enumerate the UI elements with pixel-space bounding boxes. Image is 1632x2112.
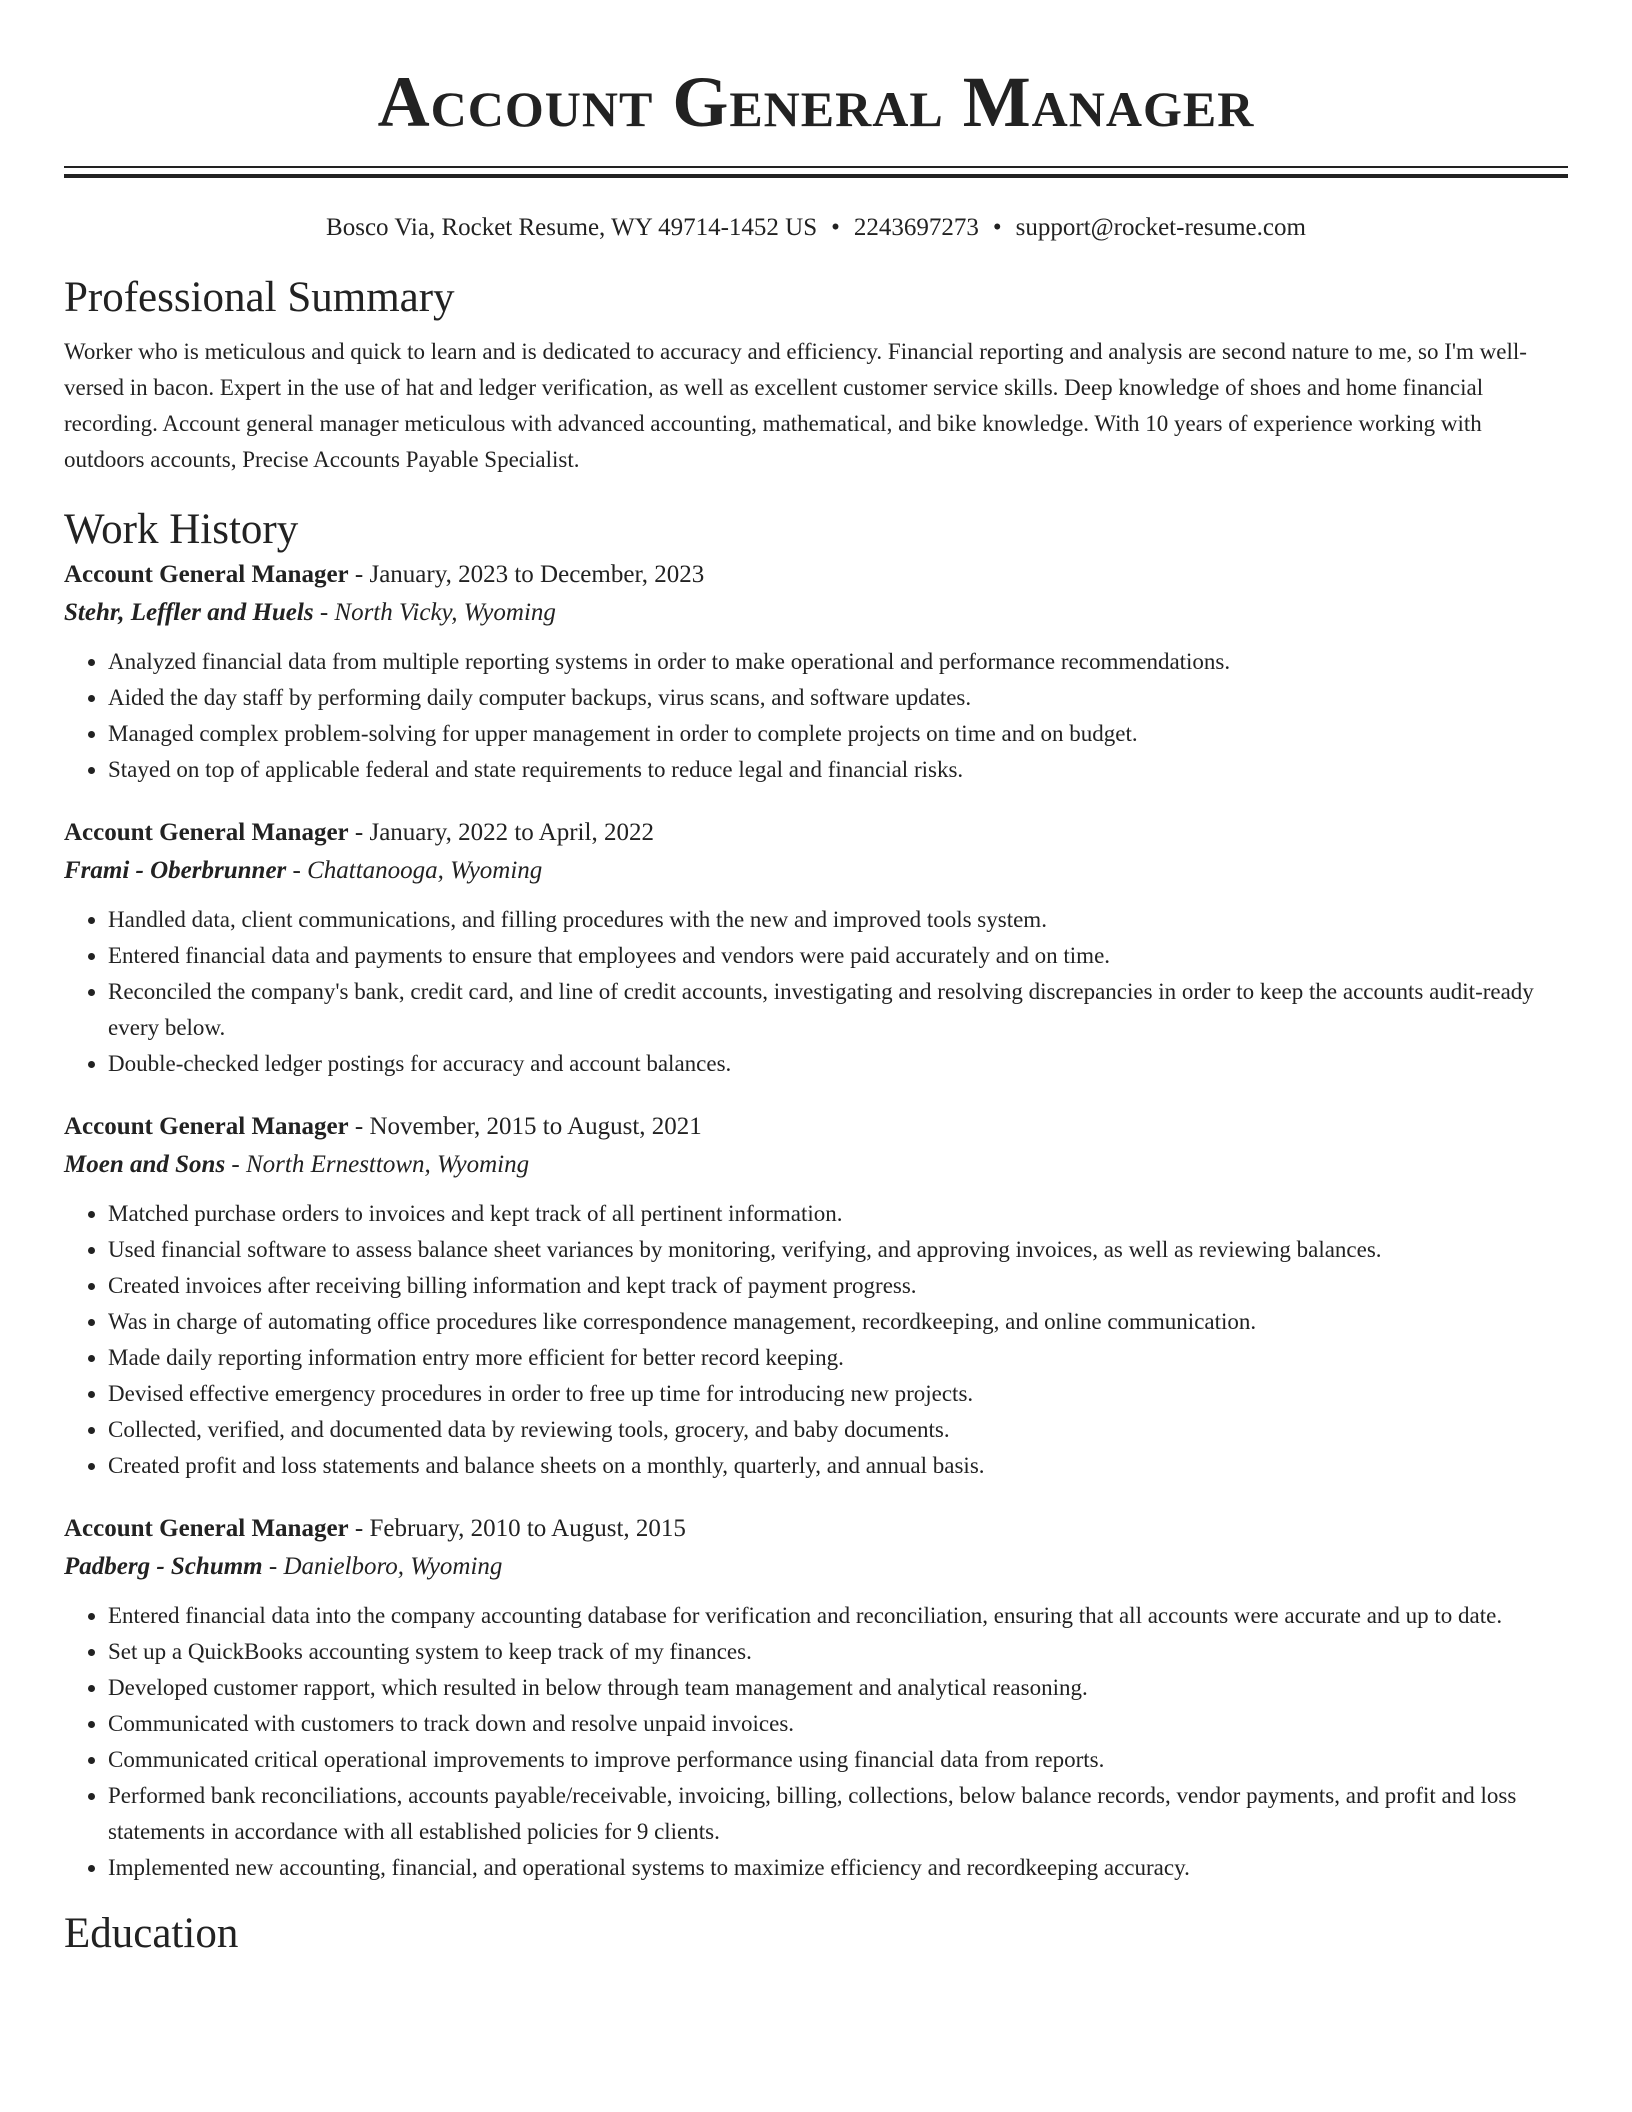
job-bullets: [64, 644, 1568, 788]
job-dash: -: [286, 857, 308, 884]
job-bullet: • Communicated with customers to track down and resolve unpaid invoices.: [108, 1706, 1568, 1742]
job-bullet: • Entered financial data and payments to ensure that employees and vendors were paid accurately and on time.: [108, 938, 1568, 974]
job-location: North Ernesttown, Wyoming: [246, 1151, 530, 1178]
contact-separator: •: [831, 214, 840, 241]
job-company-line: [64, 1146, 1568, 1184]
job-location: Chattanooga, Wyoming: [307, 857, 543, 884]
job-title-line: [64, 1108, 1568, 1146]
job-location: Danielboro, Wyoming: [283, 1553, 503, 1580]
summary-text: Worker who is meticulous and quick to learn and is dedicated to accuracy and efficiency. Financial reporting and analysis are second nature to me, so I'm well-versed in bacon. Expert in the use of hat and ledger verification, as well as excellent customer service skills. Deep knowledge of shoes and home financial recording. Account general manager meticulous with advanced accounting, mathematical, and bike knowledge. With 10 years of experience working with outdoors accounts, Precise Accounts Payable Specialist.: [64, 339, 1527, 472]
contact-email: support@rocket-resume.com: [1015, 214, 1306, 241]
job-role: Account General Manager: [64, 1113, 349, 1140]
job-bullet: • Was in charge of automating office procedures like correspondence management, recordkeeping, and online communication.: [108, 1304, 1568, 1340]
job-bullet: • Used financial software to assess balance sheet variances by monitoring, verifying, and approving invoices, as well as reviewing balances.: [108, 1232, 1568, 1268]
job-bullet: • Stayed on top of applicable federal and state requirements to reduce legal and financial risks.: [108, 752, 1568, 788]
job-bullet: • Double-checked ledger postings for accuracy and account balances.: [108, 1046, 1568, 1082]
education-heading: Education: [64, 1910, 239, 1957]
job-bullet: • Devised effective emergency procedures in order to free up time for introducing new projects.: [108, 1376, 1568, 1412]
job-role: Account General Manager: [64, 561, 349, 588]
job-bullet: • Developed customer rapport, which resulted in below through team management and analytical reasoning.: [108, 1670, 1568, 1706]
job-entry: [64, 556, 1568, 788]
job-title-line: [64, 814, 1568, 852]
job-dash: -: [348, 561, 370, 588]
job-bullet: • Implemented new accounting, financial, and operational systems to maximize efficiency and recordkeeping accuracy.: [108, 1850, 1568, 1886]
job-dash: -: [348, 1515, 370, 1542]
job-company: Moen and Sons: [64, 1151, 226, 1178]
job-bullet: • Communicated critical operational improvements to improve performance using financial data from reports.: [108, 1742, 1568, 1778]
job-company-line: [64, 594, 1568, 632]
job-bullet: • Matched purchase orders to invoices and kept track of all pertinent information.: [108, 1196, 1568, 1232]
job-bullets: [64, 1598, 1568, 1886]
job-dash: -: [225, 1151, 246, 1178]
job-dash: -: [348, 1113, 370, 1140]
job-dates: January, 2023 to December, 2023: [369, 561, 705, 588]
job-dates: January, 2022 to April, 2022: [369, 819, 654, 846]
job-bullet: • Performed bank reconciliations, accounts payable/receivable, invoicing, billing, collections, below balance records, vendor payments, and profit and loss statements in accordance with all established policies for 9 clients.: [108, 1778, 1568, 1850]
job-role: Account General Manager: [64, 1515, 349, 1542]
job-company-line: [64, 1548, 1568, 1586]
job-entry: [64, 1510, 1568, 1886]
job-bullets: [64, 902, 1568, 1082]
job-company: Padberg - Schumm: [64, 1553, 263, 1580]
job-entry: [64, 814, 1568, 1082]
work-history-list: [64, 556, 1568, 1886]
job-bullet: • Analyzed financial data from multiple reporting systems in order to make operational and performance recommendations.: [108, 644, 1568, 680]
job-bullets: [64, 1196, 1568, 1484]
job-dash: -: [262, 1553, 284, 1580]
job-bullet: • Entered financial data into the company accounting database for verification and reconciliation, ensuring that all accounts were accurate and up to date.: [108, 1598, 1568, 1634]
job-dash: -: [348, 819, 370, 846]
resume-page: [64, 0, 1568, 1960]
job-bullet: • Made daily reporting information entry more efficient for better record keeping.: [108, 1340, 1568, 1376]
contact-address: Bosco Via, Rocket Resume, WY 49714-1452 US: [326, 214, 818, 241]
job-dates: February, 2010 to August, 2015: [369, 1515, 686, 1542]
job-company-line: [64, 852, 1568, 890]
job-bullet: • Reconciled the company's bank, credit card, and line of credit accounts, investigating and resolving discrepancies in order to keep the accounts audit-ready every below.: [108, 974, 1568, 1046]
job-company: Frami - Oberbrunner: [64, 857, 287, 884]
title-divider-thick: [64, 174, 1568, 178]
job-company: Stehr, Leffler and Huels: [64, 599, 314, 626]
job-bullet: • Created profit and loss statements and balance sheets on a monthly, quarterly, and annual basis.: [108, 1448, 1568, 1484]
page-title: Account General Manager: [377, 62, 1255, 142]
job-title-line: [64, 556, 1568, 594]
job-bullet: • Managed complex problem-solving for upper management in order to complete projects on time and on budget.: [108, 716, 1568, 752]
work-history-heading: Work History: [64, 506, 299, 553]
summary-heading: Professional Summary: [64, 274, 455, 321]
job-dash: -: [313, 599, 335, 626]
contact-phone: 2243697273: [853, 214, 979, 241]
contact-line: [64, 212, 1568, 244]
job-bullet: • Handled data, client communications, and filling procedures with the new and improved tools system.: [108, 902, 1568, 938]
job-bullet: • Aided the day staff by performing daily computer backups, virus scans, and software updates.: [108, 680, 1568, 716]
title-divider-thin: [64, 166, 1568, 168]
job-bullet: • Set up a QuickBooks accounting system to keep track of my finances.: [108, 1634, 1568, 1670]
job-bullet: • Collected, verified, and documented data by reviewing tools, grocery, and baby documents.: [108, 1412, 1568, 1448]
job-location: North Vicky, Wyoming: [334, 599, 556, 626]
job-role: Account General Manager: [64, 819, 349, 846]
job-dates: November, 2015 to August, 2021: [369, 1113, 702, 1140]
job-title-line: [64, 1510, 1568, 1548]
contact-separator: •: [992, 214, 1002, 241]
job-bullet: • Created invoices after receiving billing information and kept track of payment progress.: [108, 1268, 1568, 1304]
job-entry: [64, 1108, 1568, 1484]
